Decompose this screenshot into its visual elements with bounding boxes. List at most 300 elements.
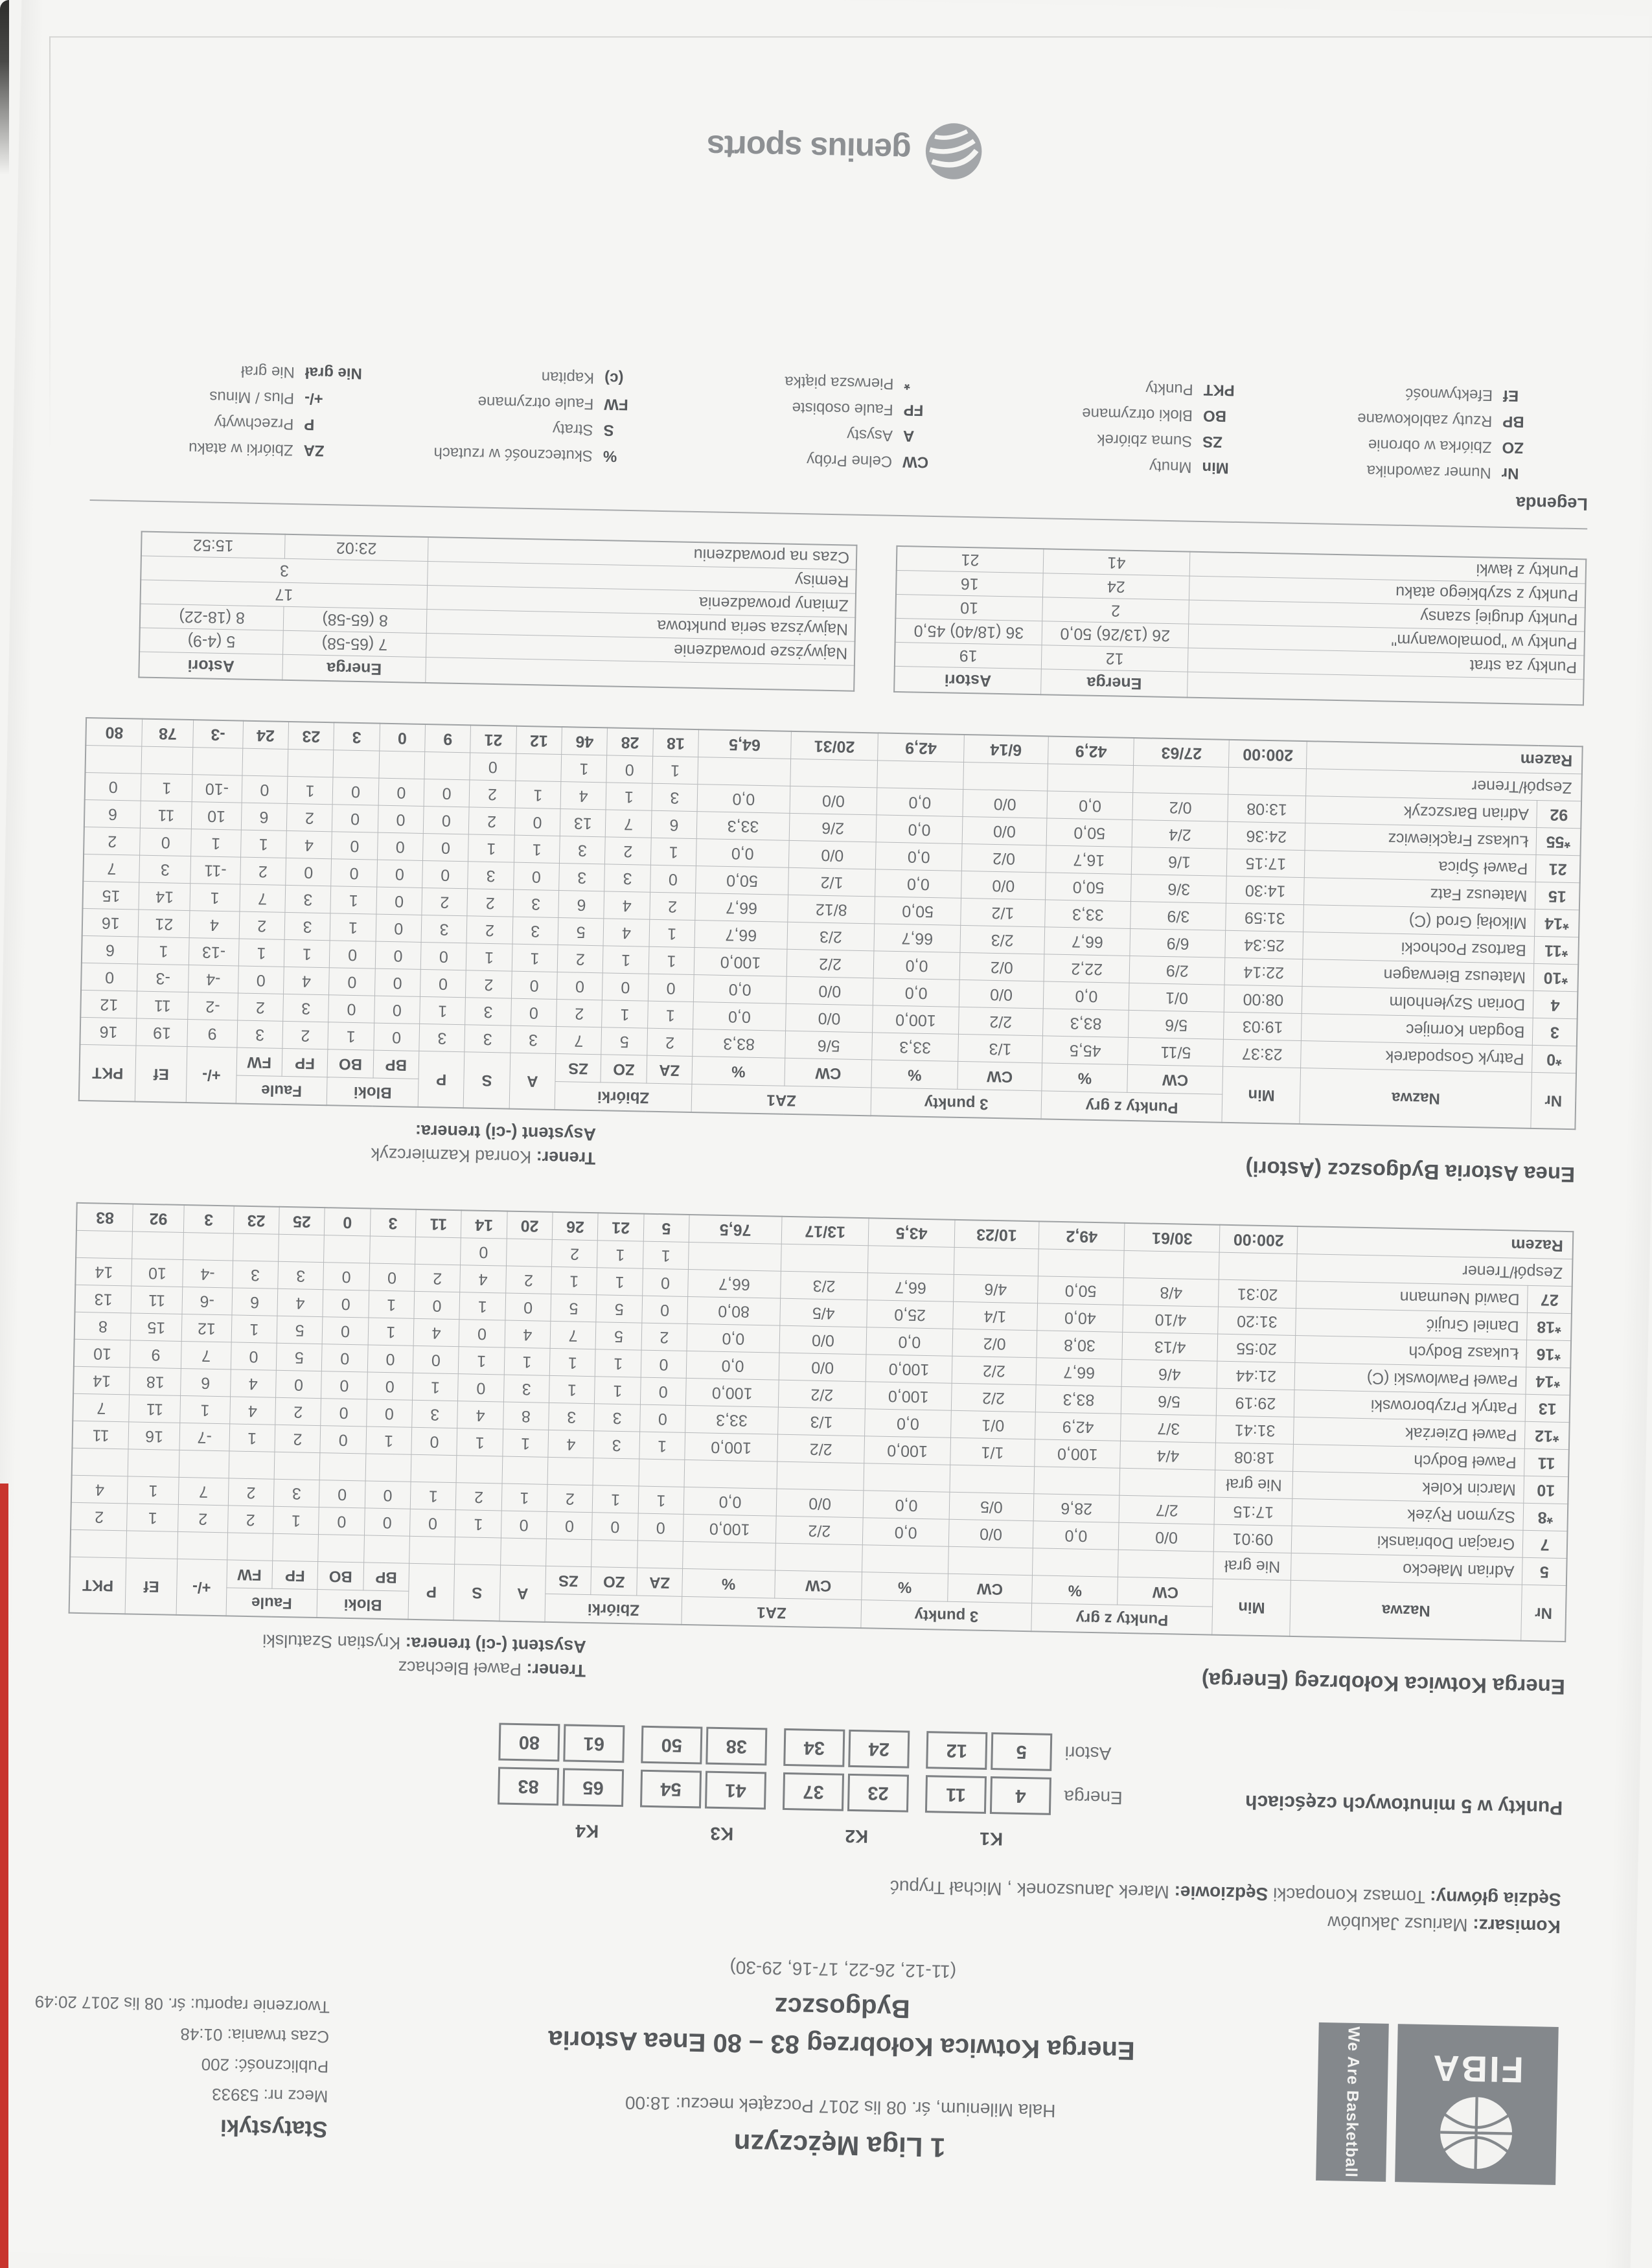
- stat-cell: 23: [233, 1206, 279, 1234]
- empty-cell: [318, 1535, 364, 1563]
- stat-cell: 1: [190, 884, 240, 911]
- stat-cell: 4: [277, 1289, 323, 1316]
- stat-cell: 22,2: [1044, 954, 1130, 983]
- summary-label: Najwyższa seria punktowa: [426, 610, 855, 642]
- stat-cell: 30/61: [1125, 1223, 1221, 1252]
- stat-cell: 0: [606, 755, 652, 783]
- points-cell: 38: [706, 1727, 767, 1766]
- stat-cell: 0: [366, 1399, 412, 1427]
- player-number: 7: [1522, 1530, 1567, 1558]
- column-header: BP: [363, 1563, 409, 1591]
- legend-definition: Kapitan: [541, 368, 595, 387]
- stat-cell: 7: [550, 1321, 596, 1349]
- stat-cell: 0: [501, 1511, 547, 1539]
- minutes-cell: 31:20: [1218, 1307, 1296, 1335]
- column-header: A: [509, 1053, 556, 1110]
- summary-value: 21: [897, 546, 1044, 573]
- stat-cell: 12: [516, 726, 562, 755]
- totals-label: Razem: [1297, 1226, 1573, 1259]
- stat-cell: 1: [138, 937, 189, 965]
- table-body: [80, 718, 1582, 1073]
- stat-cell: 6: [82, 935, 139, 964]
- player-name: Paweł Bodych: [1293, 1444, 1525, 1476]
- stat-cell: 6: [558, 891, 604, 919]
- stat-cell: 2/9: [1130, 956, 1226, 985]
- stat-cell: 4: [413, 1318, 459, 1346]
- stat-cell: 0: [422, 860, 468, 888]
- summary-value: 10: [895, 594, 1042, 621]
- stat-cell: 0: [231, 1342, 277, 1370]
- stat-cell: 8: [503, 1402, 549, 1430]
- legend-definition: Skuteczność w rzutach: [433, 444, 593, 464]
- stat-cell: 3: [419, 1024, 465, 1051]
- stat-cell: 0/2: [952, 1329, 1037, 1357]
- stat-cell: 6: [651, 810, 697, 838]
- stat-cell: 0: [461, 1238, 507, 1266]
- stat-cell: 3: [334, 722, 380, 751]
- summary-value: 7 (65-58): [283, 630, 427, 657]
- stat-cell: 1: [273, 1506, 319, 1534]
- column-header: ZS: [545, 1566, 591, 1594]
- stat-cell: 50,0: [875, 897, 961, 926]
- referees-names: Marek Januszonek , Michał Trypuć: [889, 1877, 1170, 1903]
- stat-cell: 4: [604, 891, 650, 919]
- stat-cell: 2: [556, 999, 602, 1027]
- minutes-cell: 21:44: [1217, 1361, 1295, 1390]
- summary-value: 41: [1043, 549, 1190, 576]
- stat-cell: 7: [606, 810, 652, 838]
- stat-cell: 0,0: [693, 975, 786, 1004]
- column-header: Faule: [226, 1588, 317, 1618]
- stat-cell: 4/6: [953, 1274, 1038, 1303]
- stat-cell: 1: [457, 1428, 503, 1456]
- stat-cell: 0: [420, 969, 466, 997]
- stat-cell: 2/7: [1119, 1495, 1215, 1524]
- quarter-pair: [783, 1772, 909, 1813]
- five-minute-row: [498, 1723, 1175, 1773]
- stat-cell: 16: [128, 1422, 179, 1450]
- points-cell: 12: [926, 1731, 987, 1770]
- stat-cell: 0: [322, 1317, 368, 1345]
- column-header: BO: [317, 1562, 363, 1590]
- stat-cell: 0: [511, 998, 556, 1026]
- stat-cell: 100,0: [866, 1355, 952, 1384]
- stat-cell: 5: [643, 1214, 689, 1243]
- stat-cell: 8/12: [788, 895, 875, 924]
- stat-cell: 1: [501, 1483, 547, 1511]
- summary-value: 15:52: [141, 532, 285, 559]
- stat-cell: 1: [503, 1429, 549, 1457]
- player-name: Bogdan Kornijec: [1302, 1014, 1533, 1046]
- stat-cell: [233, 1233, 279, 1261]
- player-number: *55: [1536, 827, 1581, 855]
- stat-cell: 64,5: [698, 729, 792, 759]
- stat-cell: -10: [192, 775, 242, 803]
- five-minute-title: Punkty w 5 minutowych częściach: [1245, 1791, 1563, 1819]
- stat-cell: 5: [596, 1295, 642, 1323]
- coach-name: Konrad Kazmierczyk: [371, 1144, 532, 1167]
- points-cell: 23: [847, 1774, 909, 1813]
- main-referee-name: Tomasz Konopacki: [1272, 1884, 1426, 1907]
- stat-cell: 5: [277, 1316, 323, 1344]
- stat-cell: 1: [514, 835, 560, 863]
- stat-cell: 4/8: [1123, 1277, 1219, 1307]
- player-name: Marcin Kolek: [1292, 1471, 1524, 1503]
- stat-cell: 0: [409, 1509, 455, 1537]
- stat-cell: 9: [130, 1340, 181, 1369]
- legend-abbr: ZA: [303, 441, 325, 459]
- stat-cell: 2: [227, 1506, 273, 1533]
- stat-cell: 0/2: [961, 843, 1046, 872]
- stat-cell: 4: [560, 782, 606, 810]
- player-name: Patryk Gospodarek: [1301, 1041, 1533, 1073]
- stat-cell: 0: [374, 1023, 420, 1051]
- player-number: *12: [1525, 1421, 1570, 1449]
- stat-cell: 1: [330, 913, 376, 941]
- stat-cell: 3: [232, 1261, 278, 1289]
- team-name: Energa Kotwica Kołobrzeg (Energa): [1201, 1668, 1566, 1700]
- points-cell: 83: [498, 1767, 559, 1805]
- stat-cell: 66,7: [688, 1269, 781, 1298]
- stat-cell: 4: [71, 1475, 128, 1504]
- summary-label: Czas na prowadzeniu: [428, 537, 856, 569]
- stat-cell: 0/2: [959, 952, 1044, 981]
- empty-cell: [591, 1540, 637, 1568]
- stat-cell: 3: [285, 885, 331, 913]
- stat-cell: [415, 1237, 461, 1265]
- scan-edge-red-strip: [0, 1483, 8, 2268]
- stat-cell: 0/0: [779, 1325, 867, 1355]
- stat-cell: 0,0: [873, 978, 959, 1007]
- stat-cell: [333, 750, 379, 778]
- column-header: Ef: [126, 1558, 178, 1615]
- column-header: 3 punkty: [871, 1088, 1042, 1119]
- five-minute-cells: [498, 1767, 1051, 1815]
- stat-cell: 14: [73, 1366, 130, 1395]
- stat-cell: 0: [641, 1350, 687, 1378]
- empty-cell: [179, 1450, 229, 1478]
- stat-cell: 1: [593, 1485, 639, 1513]
- summary-value: 26 (13/26) 50,0: [1042, 621, 1189, 648]
- stat-cell: 1: [648, 946, 694, 974]
- stat-cell: 12: [80, 990, 137, 1018]
- stat-cell: 5: [558, 918, 604, 946]
- box-score-table: [78, 717, 1583, 1130]
- quarter-pair: [640, 1770, 766, 1810]
- stat-cell: 2: [228, 1478, 274, 1506]
- player-name: Dawid Neumann: [1296, 1281, 1528, 1312]
- summary-team-header: Energa: [282, 654, 426, 683]
- stat-cell: 0: [319, 1507, 365, 1535]
- stat-cell: 0: [379, 724, 425, 752]
- stat-cell: 2: [71, 1502, 128, 1531]
- stat-cell: 50,0: [1046, 818, 1132, 847]
- stat-cell: 3: [283, 994, 329, 1022]
- stat-cell: 1: [459, 1292, 505, 1320]
- stat-cell: 0: [420, 942, 466, 970]
- stat-cell: -3: [193, 720, 243, 748]
- sheet-edge-line-vertical: [49, 36, 51, 451]
- column-header: FP: [282, 1048, 328, 1077]
- stat-cell: 0: [238, 966, 284, 994]
- player-number: *16: [1526, 1340, 1571, 1368]
- legend-definition: Mnuty: [1149, 457, 1192, 476]
- stat-cell: 0: [470, 753, 516, 781]
- summary-value: 12: [1041, 645, 1188, 672]
- stat-cell: 0/0: [962, 816, 1047, 845]
- stat-cell: -4: [183, 1259, 233, 1287]
- stat-cell: 83,3: [693, 1029, 786, 1059]
- stat-cell: 1: [328, 1022, 374, 1050]
- minutes-cell: 22:14: [1224, 957, 1303, 986]
- minutes-cell: 17:15: [1227, 849, 1305, 877]
- column-header: CW: [958, 1061, 1042, 1090]
- stat-cell: 4: [286, 830, 332, 858]
- stat-cell: 1: [369, 1290, 415, 1318]
- stat-cell: 24: [242, 721, 288, 750]
- stat-cell: 7: [83, 854, 140, 882]
- summary-label: Remisy: [428, 562, 856, 594]
- stat-cell: 1: [602, 1000, 648, 1028]
- column-header: ZA: [637, 1568, 683, 1596]
- summary-value: 24: [1042, 573, 1189, 600]
- stat-cell: [369, 1236, 415, 1264]
- stat-cell: 0: [648, 974, 694, 1002]
- legend-definition: Przechwyty: [214, 413, 294, 433]
- stat-cell: 0: [377, 832, 423, 860]
- stat-cell: [288, 749, 334, 777]
- stat-cell: 33,3: [685, 1405, 779, 1434]
- main-referee-label: Sędzia główny:: [1430, 1887, 1561, 1910]
- player-name: Łukasz Frąckiewicz: [1305, 823, 1537, 855]
- stat-cell: 28,6: [1033, 1494, 1119, 1523]
- minutes-cell: 20:55: [1217, 1334, 1296, 1362]
- stat-cell: 1: [229, 1424, 275, 1452]
- player-number: 13: [1525, 1394, 1570, 1422]
- stat-cell: 4/10: [1123, 1305, 1219, 1334]
- stat-cell: 11: [137, 991, 188, 1020]
- stat-cell: 8: [75, 1312, 132, 1340]
- stat-cell: 4: [229, 1397, 275, 1425]
- legend-definition: Zbiórki w ataku: [188, 439, 293, 459]
- stat-cell: 0,0: [1043, 981, 1129, 1011]
- stat-cell: 11: [131, 1286, 182, 1314]
- stat-cell: 5/6: [785, 1031, 873, 1060]
- league-title: 1 Liga Mężczyzn: [733, 2128, 946, 2163]
- empty-cell: [500, 1538, 546, 1566]
- stat-cell: 0: [642, 1268, 688, 1296]
- stat-cell: 0,0: [697, 785, 790, 814]
- stat-cell: 3: [652, 783, 698, 811]
- stat-cell: 45,5: [1042, 1036, 1129, 1065]
- summary-label: Punkty z szybkiego ataku: [1189, 576, 1585, 608]
- legend-abbr: P: [304, 415, 315, 433]
- stat-cell: 2: [647, 1028, 693, 1056]
- stat-cell: [1124, 1250, 1220, 1279]
- stat-cell: 2: [237, 993, 283, 1021]
- minutes-cell: 08:00: [1224, 985, 1303, 1013]
- stat-cell: 16: [80, 1017, 137, 1046]
- stat-cell: 49,2: [1038, 1221, 1125, 1250]
- empty-cell: [1119, 1468, 1215, 1497]
- stat-cell: 0,0: [863, 1491, 949, 1520]
- assistant-label: Asystent (-ci) trenera:: [405, 1633, 587, 1657]
- minutes-cell: 31:59: [1226, 903, 1304, 932]
- match-header-block: [362, 1950, 1320, 2181]
- stat-cell: 1: [643, 1241, 689, 1269]
- empty-cell: [593, 1458, 639, 1486]
- stat-cell: [790, 759, 878, 788]
- legend-definition: Pierwsza piątka: [785, 372, 894, 393]
- stat-cell: 3: [468, 862, 514, 889]
- stat-cell: 7: [181, 1341, 231, 1369]
- meta-line: Mecz nr: 53933: [211, 2085, 328, 2107]
- player-name: Mateusz Bierwagen: [1302, 959, 1534, 991]
- empty-cell: [273, 1533, 319, 1561]
- stat-cell: 7: [240, 884, 286, 912]
- stat-cell: 21: [598, 1213, 644, 1241]
- stat-cell: 1: [606, 783, 652, 810]
- player-name: Paweł Śpica: [1305, 851, 1537, 882]
- summary-label: Punkty drugiej szansy: [1189, 600, 1585, 632]
- column-header: +/-: [186, 1047, 236, 1104]
- quarter-pair: [498, 1767, 624, 1807]
- stat-cell: 0: [242, 775, 288, 803]
- stat-cell: 3: [421, 915, 467, 943]
- stat-cell: 0/5: [949, 1492, 1034, 1520]
- stat-cell: 9: [187, 1020, 237, 1048]
- stat-cell: 0,0: [866, 1327, 952, 1357]
- empty-cell: [409, 1536, 455, 1564]
- stat-cell: 3: [273, 1479, 319, 1507]
- column-header: ZO: [601, 1055, 647, 1083]
- stat-cell: 0: [321, 1371, 367, 1399]
- stat-cell: 6/14: [963, 735, 1048, 764]
- stat-cell: 1/3: [958, 1034, 1042, 1062]
- player-number: 21: [1535, 854, 1580, 882]
- stat-cell: 42,9: [1048, 736, 1134, 765]
- empty-cell: [547, 1457, 593, 1485]
- player-number: 15: [1535, 882, 1580, 910]
- stat-cell: 0: [546, 1511, 592, 1539]
- stat-cell: 100,0: [1035, 1439, 1121, 1469]
- stat-cell: 0: [505, 1293, 551, 1321]
- stat-cell: 1: [141, 773, 192, 802]
- player-number: *11: [1534, 936, 1579, 964]
- player-name: Mikołaj Grod (C): [1303, 905, 1535, 937]
- referees-label: Sędziowie:: [1174, 1882, 1268, 1905]
- player-name: Patryk Przyborowski: [1294, 1390, 1526, 1421]
- quarter-pair: [925, 1775, 1051, 1815]
- empty-cell: [864, 1463, 950, 1493]
- column-header: CW: [775, 1570, 862, 1600]
- summary-label: Zmiany prowadzenia: [427, 586, 856, 618]
- stat-cell: 0: [320, 1426, 366, 1454]
- stat-cell: 100,0: [864, 1436, 950, 1465]
- stat-cell: 2/2: [952, 1356, 1037, 1384]
- stat-cell: 0: [639, 1404, 685, 1432]
- stat-cell: -3: [137, 964, 189, 992]
- stat-cell: 2: [466, 970, 512, 998]
- player-name: Łukasz Bodych: [1295, 1335, 1527, 1367]
- points-summary-table-wrap: [893, 545, 1587, 705]
- legend-abbr: FW: [604, 395, 628, 413]
- summary-label: Punkty za strat: [1187, 648, 1584, 680]
- stat-cell: 0/0: [959, 979, 1044, 1008]
- stat-cell: 5/11: [1128, 1037, 1224, 1066]
- minutes-cell: 24:36: [1227, 821, 1305, 850]
- stat-cell: 30,8: [1037, 1331, 1123, 1360]
- stat-cell: 4: [230, 1369, 276, 1397]
- stat-cell: 23: [288, 722, 334, 750]
- minutes-cell: 19:03: [1224, 1012, 1302, 1040]
- stat-cell: 1: [128, 1476, 179, 1505]
- stat-cell: 46: [562, 727, 608, 755]
- stat-cell: 3/7: [1121, 1414, 1217, 1443]
- player-number: *14: [1535, 909, 1579, 937]
- stat-cell: 0/0: [788, 840, 876, 869]
- stat-cell: 0: [511, 971, 557, 999]
- stat-cell: 3: [511, 1025, 556, 1053]
- stat-cell: 25: [279, 1207, 325, 1235]
- stat-cell: 0/1: [1129, 983, 1225, 1012]
- stat-cell: 2: [552, 1239, 598, 1267]
- assistant-label: Asystent (-ci) trenera:: [415, 1121, 597, 1145]
- stat-cell: 100,0: [685, 1432, 778, 1461]
- stat-cell: 1: [551, 1266, 597, 1294]
- stat-cell: 0: [414, 1291, 460, 1319]
- stat-cell: 6: [181, 1368, 231, 1396]
- stat-cell: 2: [422, 888, 468, 915]
- stat-cell: 14: [75, 1257, 132, 1286]
- stat-cell: 0: [650, 865, 696, 893]
- legend-abbr: %: [602, 447, 617, 465]
- fiba-tagline: We Are Basketball: [1342, 2026, 1364, 2179]
- column-header: PKT: [79, 1044, 137, 1101]
- empty-cell: [365, 1454, 411, 1482]
- stat-cell: 1: [515, 781, 561, 808]
- summary-team-header: Energa: [1041, 669, 1188, 698]
- summary-value: 19: [895, 642, 1042, 669]
- summary-team-header: Astori: [139, 652, 282, 680]
- stat-cell: 1: [595, 1349, 641, 1377]
- legend-definition: Plus / Minus: [209, 387, 295, 407]
- stat-cell: 3: [593, 1431, 639, 1459]
- stat-cell: 5/6: [1121, 1386, 1217, 1415]
- stat-cell: 0/0: [790, 786, 877, 815]
- stat-cell: 0: [411, 1427, 457, 1455]
- player-name: Bartosz Pochocki: [1303, 932, 1535, 964]
- stat-cell: 21: [139, 910, 190, 938]
- empty-cell: [777, 1461, 864, 1491]
- column-header: Nr: [1531, 1072, 1576, 1129]
- quarter-pair: [926, 1731, 1052, 1771]
- stat-cell: 0: [367, 1372, 413, 1400]
- stat-cell: [1048, 764, 1134, 793]
- minutes-cell: 25:34: [1225, 930, 1303, 959]
- stat-cell: 0: [329, 968, 375, 996]
- stat-cell: 0: [328, 995, 374, 1023]
- points-cell: 54: [640, 1770, 702, 1809]
- stat-cell: 0: [423, 806, 469, 834]
- stat-cell: 1: [595, 1377, 641, 1404]
- legend-abbr: Min: [1202, 458, 1230, 477]
- stat-cell: 20: [507, 1211, 553, 1240]
- stat-cell: 1/1: [950, 1438, 1035, 1466]
- stat-cell: 50,0: [696, 866, 789, 895]
- column-header: Nazwa: [1290, 1580, 1522, 1640]
- stat-cell: 0: [424, 779, 470, 807]
